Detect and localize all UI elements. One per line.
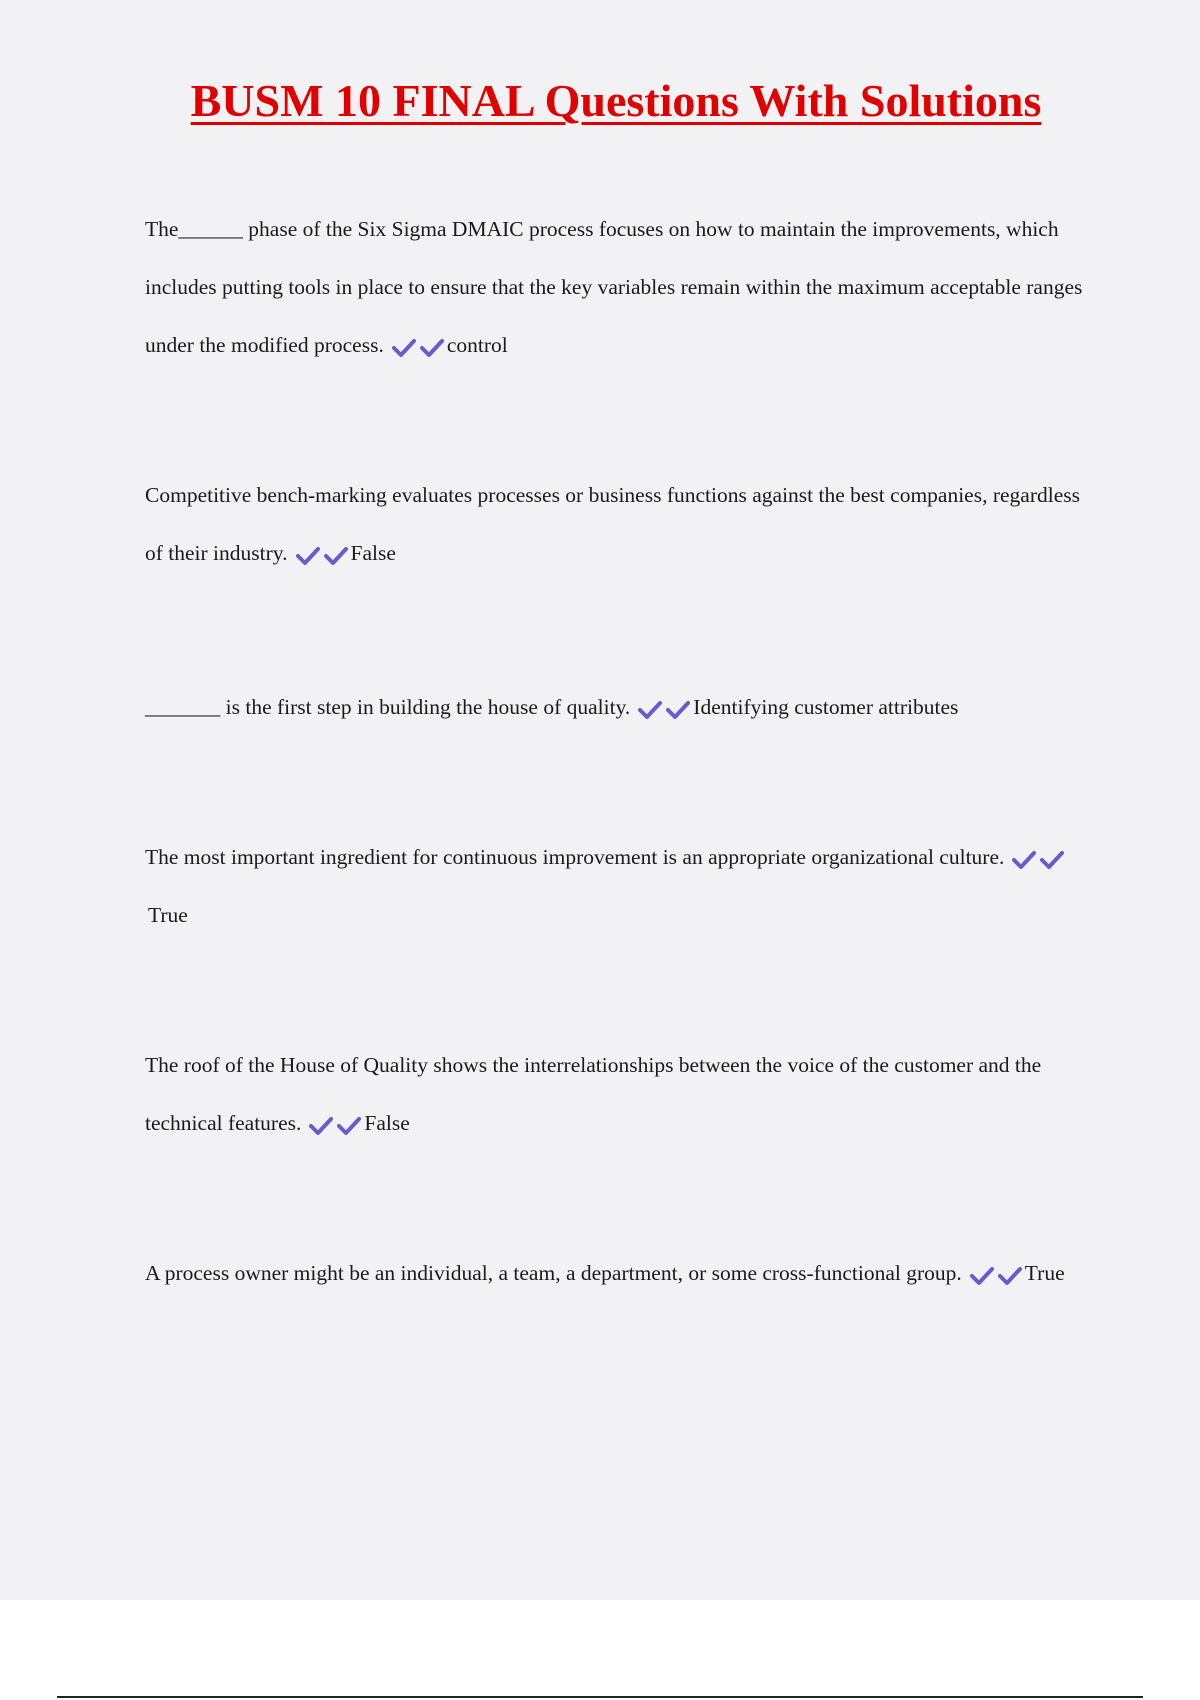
checkmark-icon — [970, 1266, 994, 1286]
checkmark-icon — [1040, 850, 1064, 870]
answer-text: control — [446, 333, 508, 357]
checkmark-icon — [666, 700, 690, 720]
qa-item-3 — [145, 678, 1145, 736]
answer-text: False — [350, 541, 396, 565]
answer-text: True — [148, 903, 188, 927]
checkmark-icon — [337, 1116, 361, 1136]
checkmark-icon — [420, 338, 444, 358]
checkmark-icon — [392, 338, 416, 358]
answer-text: True — [1024, 1261, 1065, 1285]
checkmark-icon — [1012, 850, 1036, 870]
answer-text: False — [364, 1111, 410, 1135]
checkmark-icon — [324, 546, 348, 566]
question-text: A process owner might be an individual, a team, a department, or some cross-functional group. — [145, 1261, 962, 1285]
qa-item-4 — [145, 828, 1085, 944]
question-text: The roof of the House of Quality shows the interrelationships between the voice of the customer and the technical features. — [145, 1053, 1042, 1135]
checkmark-icon — [638, 700, 662, 720]
checkmark-icon — [309, 1116, 333, 1136]
question-text: The most important ingredient for continuous improvement is an appropriate organizational culture. — [145, 845, 1005, 869]
question-text: _______ is the first step in building the house of quality. — [145, 695, 631, 719]
qa-item-1 — [145, 200, 1085, 374]
qa-item-2 — [145, 466, 1085, 582]
qa-item-6 — [145, 1244, 1085, 1302]
answer-text: Identifying customer attributes — [693, 695, 959, 719]
footer-divider — [57, 1696, 1143, 1698]
question-text: The______ phase of the Six Sigma DMAIC process focuses on how to maintain the improvements, which includes putting tools in place to ensure that the key variables remain within the maximum acceptable ranges under the modified process. — [145, 217, 1083, 357]
checkmark-icon — [998, 1266, 1022, 1286]
checkmark-icon — [296, 546, 320, 566]
qa-item-5 — [145, 1036, 1105, 1152]
question-text: Competitive bench-marking evaluates processes or business functions against the best companies, regardless of their industry. — [145, 483, 1080, 565]
document-title: BUSM 10 FINAL Questions With Solutions — [190, 75, 1042, 126]
